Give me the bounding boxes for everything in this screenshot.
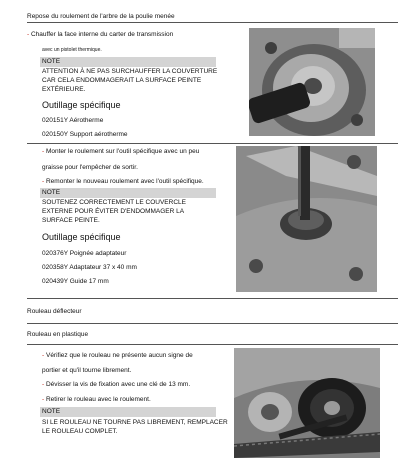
note-label: NOTE	[42, 189, 61, 196]
note-text-line: EXTERNE POUR ÉVITER D'ENDOMMAGER LA	[42, 208, 185, 215]
tool-item: 020376Y Poignée adaptateur	[42, 250, 127, 257]
tools-heading: Outillage spécifique	[42, 100, 121, 110]
note-text-line: CAR CELA ENDOMMAGERAIT LA SURFACE PEINTE	[42, 77, 202, 84]
tools-heading: Outillage spécifique	[42, 232, 121, 242]
step-dash: -	[27, 31, 31, 38]
note-text-line: SOUTENEZ CORRECTEMENT LE COUVERCLE	[42, 199, 186, 206]
top-rule	[27, 22, 398, 23]
step-check-roller-cont: portier et qu'il tourne librement.	[42, 367, 132, 374]
tool-item: 020439Y Guide 17 mm	[42, 278, 109, 285]
tool-item: 020358Y Adaptateur 37 x 40 mm	[42, 264, 137, 271]
note-bar	[40, 407, 216, 417]
note-text-line: LE ROULEAU COMPLET.	[42, 428, 118, 435]
step-dash: -	[42, 352, 46, 359]
step-remove-roller: - Retirer le rouleau avec le roulement.	[42, 396, 151, 403]
step-mount-bearing: - Monter le roulement sur l'outil spécifique avec un peu	[42, 148, 200, 155]
note-text-line: ATTENTION À NE PAS SURCHAUFFER LA COUVERTURE	[42, 68, 218, 75]
tool-item: 020150Y Support aérotherme	[42, 131, 128, 138]
note-text-line: EXTÉRIEURE.	[42, 86, 86, 93]
note-text-line: SI LE ROULEAU NE TOURNE PAS LIBREMENT, REMPLACER	[42, 419, 228, 426]
step-unscrew: - Dévisser la vis de fixation avec une clé de 13 mm.	[42, 381, 191, 388]
divider	[27, 298, 398, 299]
step-check-roller: - Vérifiez que le rouleau ne présente aucun signe de	[42, 352, 193, 359]
step-refit-bearing: - Remonter le nouveau roulement avec l'outil spécifique.	[42, 178, 204, 185]
step-dash: -	[42, 396, 46, 403]
photo-roller-removal	[234, 348, 380, 458]
note-bar	[40, 188, 216, 198]
section-title-plastic-roller: Rouleau en plastique	[27, 331, 89, 338]
photo-heat-gun-on-case	[249, 28, 375, 136]
step-dash: -	[42, 148, 46, 155]
step-dash: -	[42, 381, 46, 388]
divider	[27, 344, 398, 345]
divider	[27, 143, 398, 144]
note-label: NOTE	[42, 58, 61, 65]
divider	[27, 323, 398, 324]
note-text-line: SURFACE PEINTE.	[42, 217, 100, 224]
section-title-bearing-refit: Repose du roulement de l'arbre de la poulie menée	[27, 13, 175, 20]
step-dash: -	[42, 178, 46, 185]
step-mount-bearing-cont: graisse pour l'empêcher de sortir.	[42, 164, 138, 171]
step-heat-case-cont: avec un pistolet thermique.	[42, 47, 102, 53]
tool-item: 020151Y Aérotherme	[42, 117, 104, 124]
step-heat-case: - Chauffer la face interne du carter de transmission	[27, 31, 174, 38]
note-bar	[40, 57, 216, 67]
photo-bearing-tool	[236, 146, 377, 292]
note-label: NOTE	[42, 408, 61, 415]
section-title-deflector-roller: Rouleau déflecteur	[27, 308, 82, 315]
